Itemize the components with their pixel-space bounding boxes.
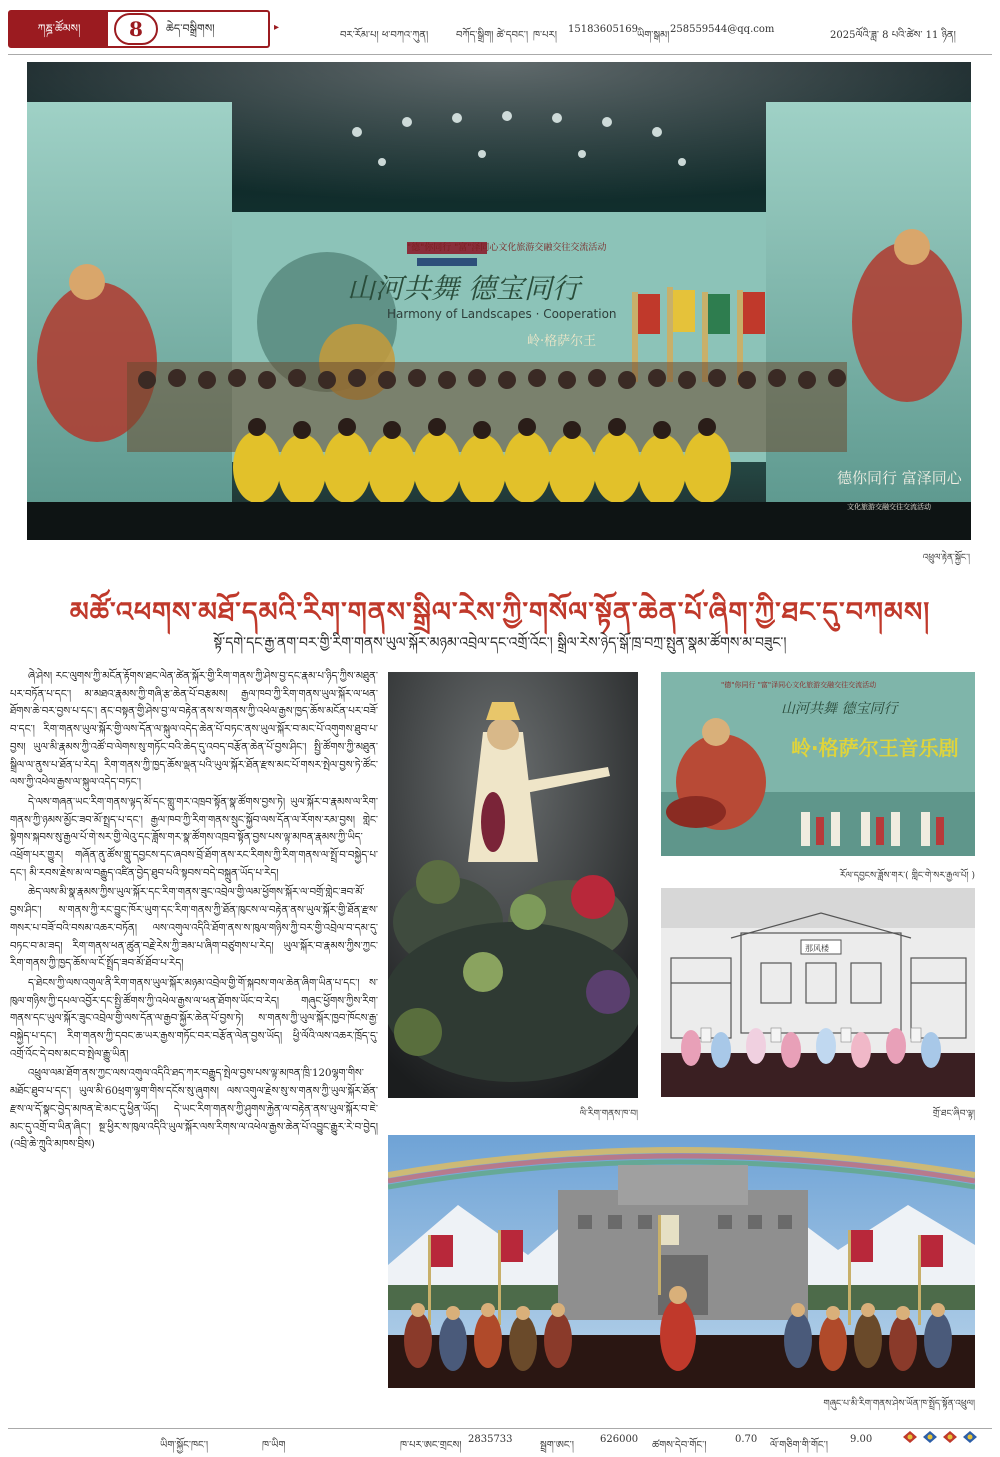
article-paragraph-text: འཕྲུལ་ལམ་ཐོག་ནས་ཀྱང་ལས་འགུལ་འདིའི་ཐད་ཀར་བརྒྱུད་སྤེལ་བྱས་པས་ལྟ་མཁན་ཁྲི་120ལྷག་གིས་མཐོང་ཐུབ་པ་དང་། ཡུལ་མི་60ཕྲག་ལྷག་གིས་དངོས་སུ་ཞུགས། ལས་འགུལ་རྗེས་སུ་ས་གནས་ཀྱི་ཡུལ་སྐོར་ཐོན་རྫས་ལ་དོ་སྣང་བྱེད་མཁན་ཇེ་མང་དུ་ཕྱིན་ཡོད། དེ་ཡང་རིག་གནས་ཀྱི་ཤུགས་རྐྱེན་ལ་བརྟེན་ནས་ཡུལ་སྐོར་བ་ཇེ་མང་དུ་འགྲོ་བ་ཡིན་ཞིང་། སྔ་ཕྱིར་ས་ཁུལ་འདིའི་ཡུལ་སྐོར་ལས་རིགས་ལ་འཕེལ་རྒྱས་ཆེན་པོ་འབྱུང་རྒྱུར་རེ་བ་བྱེད། ( (10, 1068, 378, 1151)
stage-title: 岭·格萨尔王 (527, 334, 597, 349)
footer-phone: 2835733 (468, 1434, 513, 1445)
article-paragraph: ད་ཐེངས་ཀྱི་ལས་འགུལ་ནི་རིག་གནས་ཡུལ་སྐོར་མཉམ་འབྲེལ་གྱི་གོ་སྐབས་གལ་ཆེན་ཞིག་ཡིན་པ་དང་། ས་ཁུལ་གཉིས་ཀྱི་དཔལ་འབྱོར་དང་སྤྱི་ཚོགས་ཀྱི་འཕེལ་རྒྱས་ལ་ཕན་ཐོགས་ཡོང་བ་རེད། གཞུང་ཕྱོགས་ཀྱིས་རིག་གནས་དང་ཡུལ་སྐོར་ཟུང་འབྲེལ་གྱི་ལས་དོན་ལ་རྒྱབ་སྐྱོར་ཆེན་པོ་བྱས་ཏེ། ས་གནས་ཀྱི་ཡུལ་སྐོར་ཁྱབ་ཁོངས་རྒྱ་བསྐྱེད་པ་དང་། རིག་གནས་ཀྱི་དབང་ཆ་ཡར་རྒྱས་གཏོང་བར་བརྩོན་ལེན་བྱས་ཡོད། ཕྱི་ལོའི་ལས་འཆར་ཁྲོད་དུ་འགྲོ་འོང་དེ་བས་མང་བ་སྤེལ་རྒྱུ་ཡིན། (10, 977, 378, 1060)
postal-label: སྦྲག་ཨང་། (540, 1440, 574, 1451)
ornament-icon (962, 1430, 978, 1444)
designer-credit: བཀོད་སྒྲིག། ཚེ་དབང་། (456, 30, 529, 41)
page-footer (0, 1420, 1000, 1457)
stage-photo (661, 888, 975, 1097)
banner-title: 山河共舞 德宝同行 (347, 272, 580, 305)
dancer-photo (388, 672, 638, 1098)
phone-label: ཁ་པར། (533, 30, 557, 41)
article-paragraph: དེ་ལས་གཞན་ཡང་རིག་གནས་ལྟད་མོ་དང་གླུ་གར་འཁྲབ་སྟོན་སྣ་ཚོགས་བྱས་ཏེ། ཡུལ་སྐོར་བ་རྣམས་ལ་རིག་གནས་ཀྱི་ཉམས་མྱོང་ཟབ་མོ་སྤྲད་པ་དང་། རྒྱལ་ཁབ་ཀྱི་རིག་གནས་སྲུང་སྐྱོབ་ལས་དོན་ལ་རོགས་རམ་བྱས། གླེང་སྟེགས་སྐབས་སུ་རྒྱལ་པོ་གེ་སར་གྱི་ལེའུ་དང་ཟློས་གར་སྣ་ཚོགས་འཁྲབ་སྟོན་བྱས་པས་ལྟ་མཁན་རྣམས་ཀྱི་ཡིད་འཕྲོག་པར་གྱུར། གཞོན་ནུ་ཚོས་གླུ་དབྱངས་དང་ཞབས་བྲོ་ཐོག་ནས་རང་རིགས་ཀྱི་རིག་གནས་ལ་སྤྲོ་བ་བསྐྱེད་པ་དང་། མི་རབས་རྗེས་མ་ལ་བརྒྱུད་འཛིན་བྱེད་ཐུབ་པའི་སྟབས་བདེ་བསྐྲུན་ཡོད་པ་རེད། (10, 796, 378, 879)
poster-photo-caption: རོལ་དབྱངས་ཟློས་གར་( གླིང་གེ་སར་རྒྱལ་པོ། ) (839, 871, 975, 881)
epic-performance-photo (388, 1135, 975, 1388)
poster-brand: 山河共舞 德宝同行 (781, 701, 898, 717)
poster-photo (661, 672, 975, 856)
ornament-icon (922, 1430, 938, 1444)
headline: མཚོ་འཕགས་མཐོ་དམའི་རིག་གནས་སྒྲིལ་རེས་ཀྱི་གསོལ་སྟོན་ཆེན་པོ་ཞིག་ཀྱི་ཐང་དུ་བཀམས། (69, 597, 931, 628)
address-label: ཁ་ཡིག (262, 1440, 286, 1451)
phone-number: 15183605169 (568, 24, 638, 35)
ornament-icon (902, 1430, 918, 1444)
triangle-icon: ▸ (274, 22, 280, 33)
stage-sign: 那风楼 (805, 944, 829, 953)
ornament-icon (942, 1430, 958, 1444)
publisher-label: ཡིག་སྐྱོང་ཁང་། (160, 1440, 209, 1451)
side-note: 文化旅游交融交往交流活动 (847, 503, 931, 511)
page-number: 8 (114, 13, 158, 45)
top-stage-photo (27, 62, 971, 540)
price-value: 0.70 (735, 1434, 758, 1445)
email-label: ཡིག་སྒམ། (637, 30, 670, 41)
masthead-name: ཀཎྜ་ཚོམས། (10, 12, 108, 46)
banner-english: Harmony of Landscapes · Cooperation (387, 307, 617, 321)
article-paragraph: ཞེ་ཤེས། རང་ལུགས་ཀྱི་མངོན་རྟོགས་ཐང་ལེན་ཚེན་སྐོར་གྱི་རིག་གནས་ཀྱི་ཤེས་བྱ་དང་རྣམ་པ་ཉིད་ཀྱིས་མཐུན་པར་བཏོན་པ་དང་། མ་མཐའ་རྣམས་ཀྱི་གཞི་རྩ་ཆེན་པོ་བརྩམས། རྒྱལ་ཁབ་ཀྱི་རིག་གནས་ཡུལ་སྐོར་ལ་ཕན་ཐོགས་ཆེ་བར་བྱས་པ་དང་། ནང་བསྟན་གྱི་ཤེས་བྱ་ལ་བརྟེན་ནས་ས་གནས་ཀྱི་འཕེལ་རྒྱས་ཁྱད་ཆོས་མངོན་པར་བཟོ་བ་དང་། རིག་གནས་ཡུལ་སྐོར་གྱི་ལས་དོན་ལ་སྐུལ་འདེད་ཆེན་པོ་བཏང་ནས་ཡུལ་སྐོར་བ་མང་པོ་འགུགས་ཐུབ་པ་བྱས། ཡུལ་མི་རྣམས་ཀྱི་འཚོ་བ་ལེགས་སུ་གཏོང་བའི་ཆེད་དུ་འབད་བརྩོན་ཆེན་པོ་བྱས་ཤིང་། སྤྱི་ཚོགས་ཀྱི་མཐུན་སྒྲིལ་ལ་ནུས་པ་ཐོན་པ་རེད། རིག་གནས་ཀྱི་ཁྱད་ཆོས་ལྡན་པའི་ཡུལ་སྐོར་ཐོན་རྫས་མང་པོ་གསར་སྤེལ་བྱས་ཏེ་ཚོང་ལས་ཀྱི་འཕེལ་རྒྱས་ལ་སྐུལ་འདེད་བཏང་། (10, 671, 378, 789)
email-address: 258559544@qq.com (670, 24, 775, 35)
article-paragraph: ཆེད་ལས་མི་སྣ་རྣམས་ཀྱིས་ཡུལ་སྐོར་དང་རིག་གནས་ཟུང་འབྲེལ་གྱི་ལམ་ཕྱོགས་སྐོར་ལ་བགྲོ་གླེང་ཟབ་མོ་བྱས་ཤིང་། ས་གནས་ཀྱི་རང་བྱུང་ཁོར་ཡུག་དང་རིག་གནས་ཀྱི་ཐོན་ཁུངས་ལ་བརྟེན་ནས་ཡུལ་སྐོར་གྱི་ཐོན་རྫས་གསར་པ་བཟོ་བའི་བསམ་འཆར་བཏོན། ལས་འགུལ་འདིའི་ཐོག་ནས་ས་ཁུལ་གཉིས་ཀྱི་བར་གྱི་འབྲེལ་བ་དམ་དུ་བཏང་བ་མ་ཟད། རིག་གནས་ཕན་ཚུན་བརྗེ་རེས་ཀྱི་ཟམ་པ་ཞིག་བཙུགས་པ་རེད། ཡུལ་སྐོར་བ་རྣམས་ཀྱིས་ཀྱང་རིག་གནས་ཀྱི་ཁྱད་ཆོས་ལ་ངོ་སྤྲོད་ཟབ་མོ་ཐོབ་པ་རེད། (10, 887, 378, 970)
issue-date: 2025ལོའི་ཟླ་ 8 པའི་ཚེས་ 11 ཉིན། (830, 30, 956, 41)
dancer-photo-caption: ལི་རིག་གནས་ཁ་བ། (579, 1109, 638, 1119)
footer-phone-label: ཁ་པར་ཨང་གྲངས། (400, 1440, 462, 1451)
section-name: ཆེད་བསྒྲིགས། (166, 22, 215, 35)
annual-price-label: ལོ་གཅིག་གི་གོང་། (770, 1440, 828, 1451)
page-header (0, 0, 1000, 58)
article-paragraph (10, 1065, 378, 1154)
top-photo-caption: འཕྲུལ་རྟེན་སྐྱོང་། (922, 553, 970, 563)
postal-code: 626000 (600, 1434, 639, 1445)
article-body (10, 668, 378, 1384)
editor-credit: བར་རོམ་པ། ཕ་བཀའ་ཀུན། (340, 30, 429, 41)
price-label: ཚགས་དེབ་གོང་། (652, 1440, 707, 1451)
masthead (8, 10, 270, 48)
footer-rule (8, 1428, 992, 1429)
poster-header: "德"你同行 "富"泽同心文化旅游交融交往交流活动 (721, 681, 877, 689)
header-rule (8, 54, 992, 55)
banner-subtitle: "德"你同行 "富"泽同心文化旅游交融交往交流活动 (407, 243, 607, 253)
epic-photo-caption: གཞུང་པ་མི་རིག་གནས་ཤེས་ཡོན་ཁ་སྤྲོད་སྟོན་འཕྲུལ། (823, 1399, 975, 1409)
annual-price-value: 9.00 (850, 1434, 873, 1445)
byline: འབྲི་ཆེ་ཀྲུའི་མཁས་བྲིས) (13, 1139, 95, 1151)
stage-photo-caption: གྲོ་ཐང་ཞིབ་ལྟ། (932, 1109, 975, 1119)
side-title: 德你同行 富泽同心 (837, 469, 962, 487)
subheadline: སྟོ་དགེ་དང་རྒྱ་ནག་བར་གྱི་རིག་གནས་ཡུལ་སྐོར་མཉམ་འབྲེལ་དང་འགྲོ་འོང་། སྒྲིལ་རེས་ཉེད་སྒོ་ཁྲ་བཀྲ་སྤུན་སྣམ་ཚོགས་མ་བཟུང་། (213, 635, 787, 651)
poster-title: 岭·格萨尔王音乐剧 (791, 736, 959, 760)
